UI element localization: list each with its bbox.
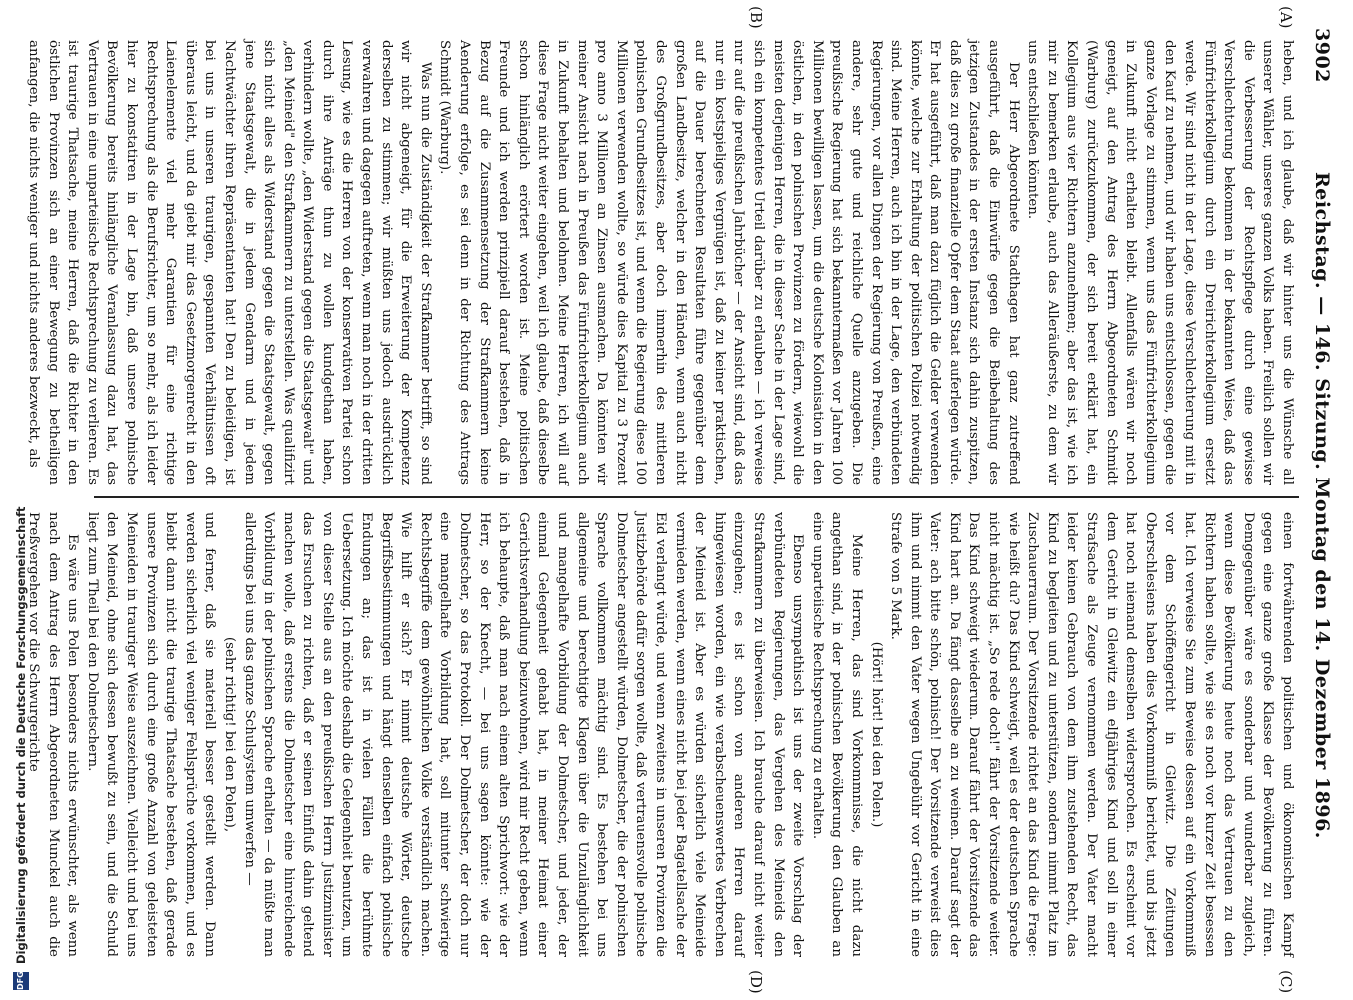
dfg-logo-icon: DFG	[13, 972, 29, 990]
page-header	[1307, 28, 1337, 968]
margin-marker-c: (C)	[1277, 970, 1295, 994]
margin-marker-a: (A)	[1277, 6, 1295, 29]
paragraph: und ferner, daß sie materiell besser gestellt werden. Dann werden sicherlich viel weniger Fehlsprüche vorkommen, und es bleibt dann nicht die traurige Thatsache bestehen, daß gerade unsere Provinzen sich durch eine große Anzahl von geleisteten Meineiden in trauriger Weise auszeichnen. Vielleicht und bei uns den Meineid, ohne sich dessen bewußt zu sein, und die Schuld liegt zum Theil bei den Dolmetschern.	[84, 512, 218, 957]
footer-strip	[2, 0, 32, 1000]
margin-marker-b: (B)	[747, 6, 765, 29]
left-column	[26, 40, 1297, 485]
paragraph: heben, und ich glaube, daß wir hinter uns die Wünsche all unserer Wähler, unseres ganzen Volks haben. Freilich sollen wir die Verbesserung der Rechtspflege durch eine gewisse Verschlechterung bekommen in der bekannten Weise, daß das Fünfrichterkollegium durch ein Dreirichterkollegium ersetzt werde. Wir sind nicht in der Lage, diese Verschlechterung mit in den Kauf zu nehmen, und wir haben uns entschlossen, gegen die ganze Vorlage zu stimmen, wenn uns das Fünfrichterkollegium in Zukunft nicht erhalten bleibt. Allenfalls wären wir noch geneigt, auf den Antrag des Herrn Abgeordneten Schmidt (Warburg) zurückzukommen, der sich bereit erklärt hat, ein Kollegium aus vier Richtern anzunehmen; aber das ist, wie ich mir zu bemerken erlaube, auch das Alleräußerste, zu dem wir uns entschließen könnten.	[1025, 40, 1295, 485]
paragraph: Meine Herren, das sind Vorkommnisse, die nicht dazu angethan sind, in der polnischen Bevölkerung den Glauben an eine unparteiische Rechtsprechung zu erhalten.	[809, 512, 864, 957]
paragraph: Der Herr Abgeordnete Stadthagen hat ganz zutreffend ausgeführt, daß die Einwürfe gegen die Beibehaltung des jetzigen Zustandes in der ersten Instanz sich dahin zuspitzen, daß dies zu große finanzielle Opfer dem Staat auferlegen würde. Er hat ausgeführt, daß man dazu füglich die Gelder verwenden könnte, welche zur Erhaltung der politischen Polizei notwendig sind. Meine Herren, auch ich bin in der Lage, den verbündeten Regierungen, vor allen Dingen der Regierung von Preußen, eine andere, sehr gute und reichliche Quelle anzugeben. Die preußische Regierung hat sich bekanntermaßen vor Jahren 100 Millionen bewilligen lassen, um die deutsche Kolonisation in den östlichen, in den polnischen Provinzen zu fördern, wiewohl die meisten derjenigen Herren, die in dieser Sache in der Lage sind, sich ein kompetentes Urteil darüber zu erlauben — ich verweise nur auf die preußischen Jahrbücher — der Ansicht sind, daß das nur ein kostspieliges Vergnügen ist, daß zu keiner praktischen, auf die Dauer berechneten Resultaten führe gegenüber dem großen Landbesitze, welcher in den Händen, wenn auch nicht des Großgrundbesitzes, aber doch immerhin des mittleren polnischen Grundbesitzes ist, und wenn die Regierung diese 100 Millionen verwenden wollte, so würde dies Kapital zu 3 Prozent pro anno 3 Millionen an Zinsen ausmachen. Da könnten wir meiner Ansicht nach in Preußen das Fünfrichterkollegium auch in Zukunft behalten und belohnen. Meine Herren, ich will auf diese Frage nicht weiter eingehen, weil ich glaube, daß dieselbe schon hinlänglich erörtert worden ist. Meine politischen Freunde und ich werden prinzipiell darauf bestehen, daß in Bezug auf die Zusammensetzung der Strafkammern keine Aenderung erfolge, es sei denn in der Richtung des Antrags Schmidt (Warburg).	[437, 40, 1021, 485]
footer-credit	[6, 0, 36, 990]
margin-marker-d: (D)	[747, 970, 765, 994]
interjection: (Hört! hört! bei den Polen.)	[868, 641, 884, 828]
document-page	[26, 0, 1353, 1000]
paragraph: Es wäre uns Polen besonders nichts erwünschter, als wenn nach dem Antrag des Herrn Abgeordneten Munckel auch die Preßvergehen vor die Schwurgerichte	[26, 512, 81, 957]
column-divider	[94, 496, 1299, 498]
paragraph: Ebenso unsympathisch ist uns der zweite Vorschlag der verbündeten Regierungen, das Vergehen des Meineids den Strafkammern zu überweisen. Ich brauche darauf nicht weiter einzugehen; es ist schon von anderen Herren darauf hingewiesen worden, ein wie verabscheuenswertes Verbrechen der Meineid ist. Aber es würden sicherlich viele Meineide vermieden werden, wenn eines nicht bei jeder Bagatellsache der Eid verlangt würde, und wenn zweitens in unseren Provinzen die Justizbehörde dafür sorgen wollte, daß vertrauensvolle polnische Dolmetscher angestellt würden, Dolmetscher, die der polnischen Sprache vollkommen mächtig sind. Es bestehen bei uns allgemeine und berechtigte Klagen über die Unzulänglichkeit und mangelhafte Vorbildung der Dolmetscher, und jeder, der einmal Gelegenheit gehabt hat, in meiner Heimat einer Gerichtsverhandlung beizuwohnen, wird mir Recht geben, wenn ich behaupte, daß man nach einem alten Sprichwort: wie der Herr, so der Knecht, — bei uns sagen könnte: wie der Dolmetscher, so das Protokoll. Der Dolmetscher, der doch nur eine mangelhafte Vorbildung hat, soll mitunter schwierige Rechtsbegriffe dem gewöhnlichen Volke verständlich machen. Wie hilft er sich? Er nimmt deutsche Wörter, deutsche Begriffsbestimmungen und hängt denselben einfach polnische Endungen an; das ist in vielen Fällen die berühmte Uebersetzung. Ich möchte deshalb die Gelegenheit benutzen, um von dieser Stelle aus an den preußischen Herrn Justizminister das Ersuchen zu richten, daß er seinen Einfluß dahin geltend machen wolle, daß erstens die Dolmetscher eine hinreichende Vorbildung in der polnischen Sprache erhalten — da müßte man allerdings bei uns das ganze Schulsystem umwerfen —	[241, 512, 806, 957]
interjection: (sehr richtig! bei den Polen),	[221, 636, 237, 833]
right-column	[26, 512, 1297, 957]
paragraph: einen fortwährenden politischen und ökonomischen Kampf gegen eine ganze große Klasse der Bevölkerung zu führen. Demgegenüber wäre es sonderbar und wunderbar zugleich, wenn diese Bevölkerung heute noch das Vertrauen zu den Richtern haben sollte, wie sie es noch vor kurzer Zeit besessen hat. Ich verweise Sie zum Beweise dessen auf ein Vorkommniß vor dem Schöffengericht in Gleiwitz. Die Zeitungen Oberschlesiens haben dies Vorkommniß berichtet, und bis jetzt hat noch niemand demselben widersprochen. Es erscheint vor dem Gericht in Gleiwitz ein elfjähriges Kind und soll in einer Strafsache als Zeuge vernommen werden. Der Vater macht leider keinen Gebrauch von dem ihm zustehenden Recht, das Kind zu begleiten und zu unterstützen, sondern nimmt Platz im Zuschauerraum. Der Vorsitzende richtet an das Kind die Frage: wie heißt du? Das Kind schweigt, weil es der deutschen Sprache nicht mächtig ist. „So rede doch!" fährt der Vorsitzende weiter. Das Kind schweigt wiederum. Darauf fährt der Vorsitzende das Kind hart an. Da fängt dasselbe an zu weinen. Darauf sagt der Vater: ach bitte schön, polnisch! Der Vorsitzende verweist dies ihm und nimmt den Vater wegen Ungebühr vor Gericht in eine Strafe von 5 Mark.	[888, 512, 1295, 957]
footer-credit-text: Digitalisierung gefördert durch die Deutsche Forschungsgemeinschaft	[14, 506, 28, 964]
page-title: Reichstag. — 146. Sitzung. Montag den 14. Dezember 1896.	[1311, 171, 1333, 839]
paragraph: Was nun die Zuständigkeit der Strafkammer betrifft, so sind wir nicht abgeneigt, für die Erweiterung der Kompetenz derselben zu stimmen; wir müßten uns jedoch ausdrücklich verwahren und dagegen auftreten, wenn man noch in der dritten Lesung, wie es die Herren von der konservativen Partei schon durch ihre Anträge thun zu wollen kundgethan haben, verhindern wollte, „den Widerstand gegen die Staatsgewalt" und „den Meineid" den Strafkammern zu unterstellen. Was qualifizirt sich nicht alles als Widerstand gegen die Staatsgewalt, gegen jene Staatsgewalt, die in jedem Gendarm und in jedem Nachtwächter ihren Repräsentanten hat! Den zu beleidigen, ist bei uns in unseren traurigen, gespannten Verhältnissen oft überaus leicht, und da giebt mir das Gesetzmorgenrecht in den Laienelemente viel mehr Garantien für eine richtige Rechtsprechung als die Berufsrichter, um so mehr, als ich leider hier zu konstatiren in der Lage bin, daß unsere polnische Bevölkerung bereits hinlängliche Veranlassung dazu hat, das Vertrauen in eine unparteiische Rechtsprechung zu verlieren. Es ist traurige Thatsache, meine Herren, daß die Richter in den östlichen Provinzen sich an einer Bewegung zu betheiligen anfangen, die nichts weniger und nichts anderes bezweckt, als	[26, 40, 433, 485]
page-number: 3902	[1311, 28, 1333, 83]
